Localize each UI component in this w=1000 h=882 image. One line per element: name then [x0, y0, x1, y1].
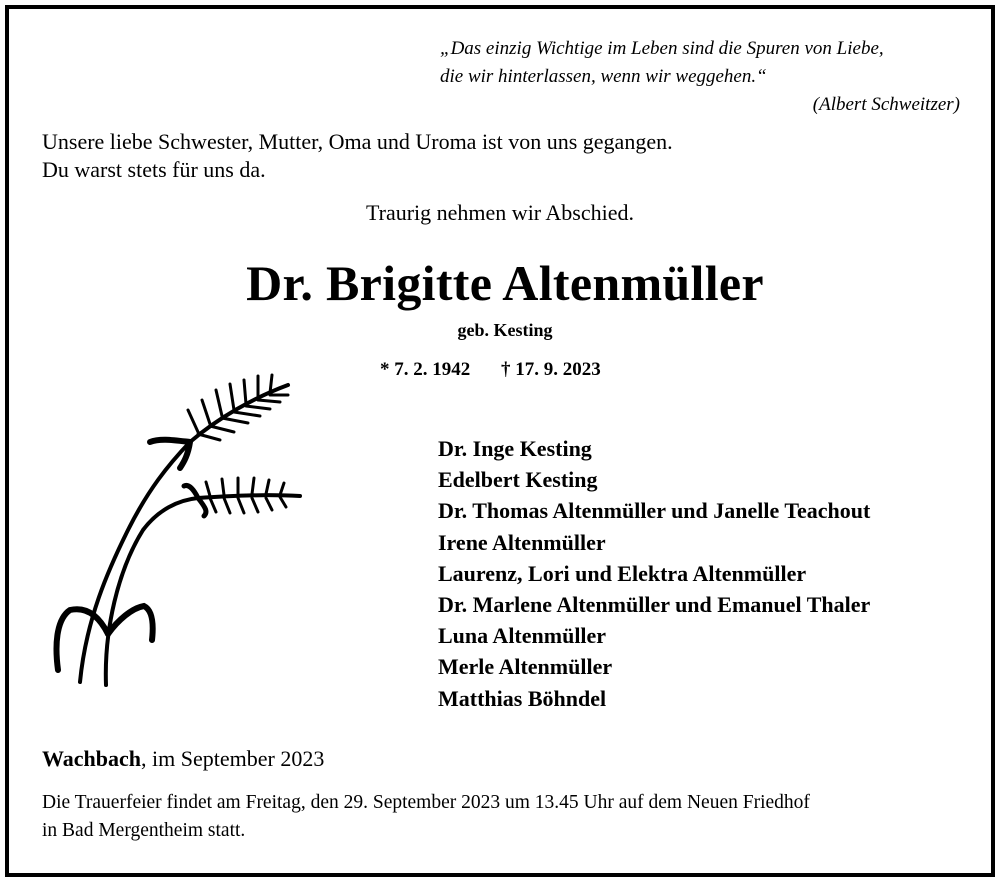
mourner-item: Irene Altenmüller [438, 529, 606, 555]
intro-text [42, 128, 673, 184]
mourner-item: Dr. Thomas Altenmüller und Janelle Teachout [438, 498, 871, 524]
ceremony-line-1: Die Trauerfeier findet am Freitag, den 29. September 2023 um 13.45 Uhr auf dem Neuen Friedhof [42, 792, 810, 813]
mourner-item: Laurenz, Lori und Elektra Altenmüller [438, 560, 807, 586]
intro-line-2: Du warst stets für uns da. [42, 157, 266, 182]
farewell-line: Traurig nehmen wir Abschied. [365, 200, 635, 225]
intro-line-1: Unsere liebe Schwester, Mutter, Oma und Uroma ist von uns gegangen. [42, 129, 673, 154]
place-date: , im September 2023 [141, 746, 325, 771]
mourner-item: Edelbert Kesting [438, 467, 598, 493]
birth-date: * 7. 2. 1942 [380, 359, 471, 380]
quote-block [440, 35, 960, 119]
mourners-list [438, 433, 870, 714]
deceased-name: Dr. Brigitte Altenmüller [246, 255, 764, 311]
quote-line-2: die wir hinterlassen, wenn wir weggehen.“ [440, 66, 767, 87]
ceremony-line-2: in Bad Mergentheim statt. [42, 820, 246, 841]
birth-name: geb. Kesting [457, 320, 553, 340]
mourner-item: Matthias Böhndel [438, 685, 607, 711]
mourner-item: Luna Altenmüller [438, 623, 607, 649]
mourner-item: Dr. Inge Kesting [438, 436, 592, 461]
quote-author: (Albert Schweitzer) [812, 94, 960, 115]
quote-line-1: „Das einzig Wichtige im Leben sind die Spuren von Liebe, [440, 38, 884, 59]
life-dates [380, 357, 601, 383]
mourner-item: Dr. Marlene Altenmüller und Emanuel Thaler [438, 592, 871, 618]
death-date: † 17. 9. 2023 [501, 359, 601, 380]
wheat-stalks-icon [48, 370, 310, 690]
ceremony-notice [42, 789, 810, 845]
mourner-item: Merle Altenmüller [438, 654, 613, 680]
town-name: Wachbach [42, 746, 142, 771]
place-and-date [42, 745, 324, 773]
